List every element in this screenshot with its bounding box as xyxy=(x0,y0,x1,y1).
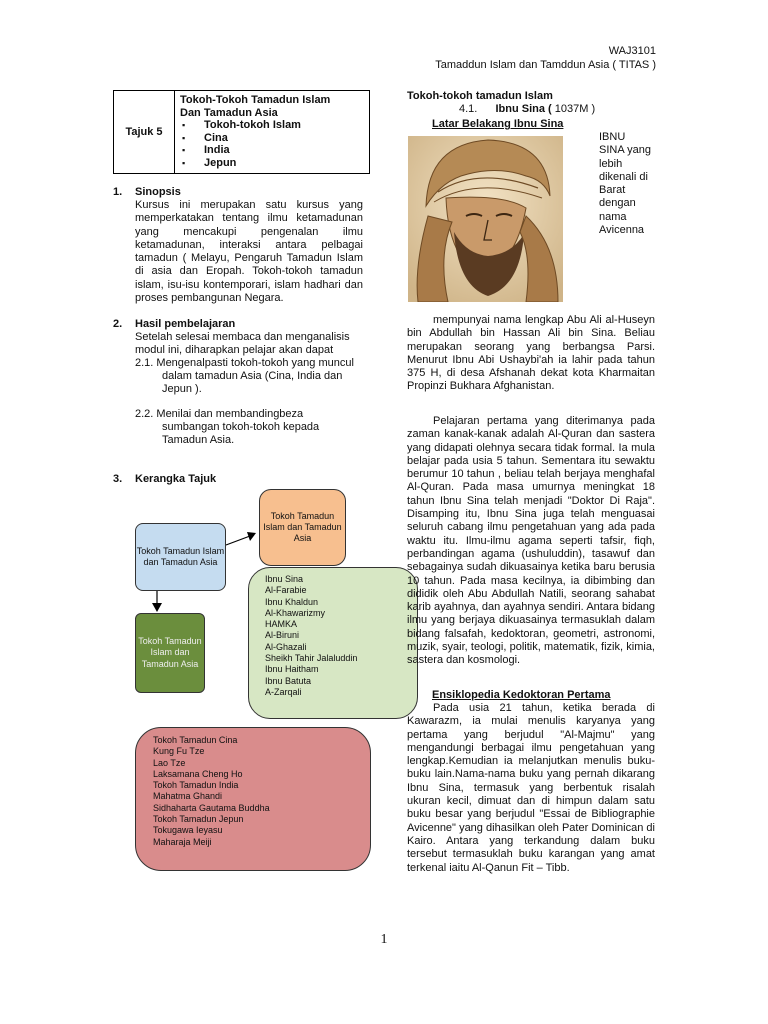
section-number: 3. xyxy=(113,473,123,485)
list-item: Kung Fu Tze xyxy=(153,746,205,757)
list-item: Tokoh Tamadun Cina xyxy=(153,735,238,745)
doc-code: WAJ3101 xyxy=(608,45,656,57)
list-item: Ibnu Sina xyxy=(265,574,304,584)
list-item: Ibnu Batuta xyxy=(265,675,312,686)
list-item: A-Zarqali xyxy=(265,686,302,697)
arrow-down-head xyxy=(152,603,162,612)
list-item: Tokugawa Ieyasu xyxy=(153,825,223,836)
paragraph-2: Pelajaran pertama yang diterimanya pada zaman kanak-kanak adalah Al-Quran dan sastera yang didapati olehnya secara tidak formal. Ia mula belajar pada usia 5 tahun. Sementara itu sewaktu berumur 10 tahun , beliau telah berjaya menghafal Al-Quran. Pada masa umurnya meningkat 18 tahun Ibnu Sina telah menjadi "Doktor Di Raja". Disamping itu, Ibnu Sina juga telah menguasai seluruh cabang ilmu pengetahuan yang ada pada waktu itu. Ilmu-ilmu agama seperti tafsir, fiqh, perbandingan agama (ushuluddin), tasawuf dan sebagainya sudah dikuasainya ketika baru berusia 10 tahun. Pada masa kecilnya, ia dibimbing dan dididik oleh Abu Abdullah Natili, seorang sahabat karib ayahnya, dan ayahnya sendiri. Antara bidang ilmu yang berjaya dikuasainya termasuklah dalam bidang falsafah, kedoktoran, geometri, astronomi, muzik, syair, teologi, politik, matematik, fizik, kimia, sastera dan kosmologi. xyxy=(407,415,655,667)
course-title: Tamaddun Islam dan Tamddun Asia ( TITAS ) xyxy=(435,59,656,71)
list-item: Ibnu Haitham xyxy=(265,664,319,675)
side-line: Avicenna xyxy=(599,224,645,237)
hasil-intro-1: Setelah selesai membaca dan menganalisis xyxy=(135,331,350,343)
diagram-blue-box: Tokoh Tamadun Islam dan Tamadun Asia xyxy=(135,523,226,591)
tajuk-label: Tajuk 5 xyxy=(114,91,175,173)
latar-heading: Latar Belakang Ibnu Sina xyxy=(432,118,564,130)
list-item: Tokoh Tamadun India xyxy=(153,780,239,791)
page-number: 1 xyxy=(380,932,388,947)
list-item: Al-Farabie xyxy=(265,585,307,596)
side-line: nama xyxy=(599,210,627,223)
diagram-orange-box: Tokoh Tamadun Islam dan Tamadun Asia xyxy=(259,489,346,566)
list-item: Ibnu Khaldun xyxy=(265,596,319,607)
section-number: 2. xyxy=(113,318,123,330)
list-item: Lao Tze xyxy=(153,757,186,768)
list-item: Laksamana Cheng Ho xyxy=(153,768,243,779)
ibnu-sina-portrait-icon xyxy=(408,136,563,302)
right-heading: Tokoh-tokoh tamadun Islam xyxy=(407,90,553,102)
sub-year: 1037M ) xyxy=(551,103,596,115)
side-line: lebih xyxy=(599,157,623,170)
section-title: Kerangka Tajuk xyxy=(135,473,217,485)
tajuk-item: ▪ India xyxy=(204,144,330,157)
tajuk-title-line2: Dan Tamadun Asia xyxy=(180,106,278,119)
list-item: Al-Ghazali xyxy=(265,641,307,652)
list-item: Mahatma Ghandi xyxy=(153,791,223,802)
ensiklopedia-heading: Ensiklopedia Kedoktoran Pertama xyxy=(432,689,611,701)
asia-figures-list xyxy=(135,727,371,871)
hasil-item1-1: 2.1. Mengenalpasti tokoh-tokoh yang muncul xyxy=(135,357,354,369)
section-title: Sinopsis xyxy=(135,186,181,198)
islam-figures-list xyxy=(248,567,418,719)
hasil-item1-3: Jepun ). xyxy=(162,383,202,395)
arrow-right xyxy=(226,536,250,545)
section-title: Hasil pembelajaran xyxy=(135,318,236,330)
tajuk-title-line1: Tokoh-Tokoh Tamadun Islam xyxy=(180,94,331,106)
list-item: Al-Biruni xyxy=(265,630,300,641)
tajuk-item: ▪ Cina xyxy=(204,132,330,145)
list-item: Sheikh Tahir Jalaluddin xyxy=(265,653,358,664)
tajuk-item: ▪ Jepun xyxy=(204,157,330,170)
list-item: HAMKA xyxy=(265,619,298,630)
diagram-green-box: Tokoh Tamadun Islam dan Tamadun Asia xyxy=(135,613,205,693)
sinopsis-text: Kursus ini merupakan satu kursus yang memperkatakan tentang ilmu ketamadunan yang mencakupi pengenalan ilmu ketamadunan, interaksi antara pelbagai tamadun ( Melayu, Pengaruh Tamadun Islam di asia dan Eropah. Tokoh-tokoh tamadun islam, isu-isu kontemporari, islam hadhari dan proses pembangunan Negara. xyxy=(135,199,363,305)
side-line: dengan xyxy=(599,197,636,210)
section-number: 1. xyxy=(113,186,123,198)
list-item: Maharaja Meiji xyxy=(153,836,212,847)
portrait-side-text xyxy=(599,131,657,237)
hasil-item1-2: dalam tamadun Asia (Cina, India dan xyxy=(162,370,343,382)
side-line: dikenali di xyxy=(599,170,648,183)
hasil-intro-2: modul ini, diharapkan pelajar akan dapat xyxy=(135,344,334,356)
list-item: Al-Khawarizmy xyxy=(265,607,326,618)
paragraph-1: mempunyai nama lengkap Abu Ali al-Huseyn bin Abdullah bin Hassan Ali bin Sina. Beliau merupakan seorang yang berbangsa Parsi. Menurut Ibnu Abi Ushaybi'ah ia lahir pada tahun 375 H, di desa Afshanah dekat kota Kharmaitan Propinzi Bukhara Afghanistan. xyxy=(407,314,655,393)
hasil-item2-3: Tamadun Asia. xyxy=(162,434,235,446)
sub-title: Ibnu Sina ( xyxy=(495,103,552,115)
list-item: Sidhaharta Gautama Buddha xyxy=(153,802,270,813)
sub-number: 4.1. xyxy=(459,103,478,115)
side-line: IBNU xyxy=(599,131,626,143)
hasil-item2-1: 2.2. Menilai dan membandingbeza xyxy=(135,408,304,420)
side-line: Barat xyxy=(599,184,626,197)
side-line: SINA yang xyxy=(599,144,651,157)
list-item: Tokoh Tamadun Jepun xyxy=(153,814,244,825)
paragraph-3: Pada usia 21 tahun, ketika berada di Kawarazm, ia mulai menulis karyanya yang pertama yang berjudul "Al-Majmu" yang mengandungi berbagai ilmu pengetahuan yang lengkap.Kemudian ia melanjutkan menulis buku-buku lain.Nama-nama buku yang pernah dikarang Ibnu Sina, termasuk yang berbentuk risalah ukuran kecil, dimuat dan di himpun dalam satu buku besar yang berjudul "Essai de Bibliographie Avicenne" yang dihasilkan oleh Pater Dominican di Kairo. Antara yang terkandung dalam buku tersebut termasuklah buku karangan yang amat terkenal iaitu Al-Qanun Fit – Tibb. xyxy=(407,702,655,874)
ibnu-sina-portrait xyxy=(408,136,563,302)
hasil-item2-2: sumbangan tokoh-tokoh kepada xyxy=(162,421,320,433)
ibnu-sina-subheading xyxy=(459,103,595,115)
tajuk-item: ▪ Tokoh-tokoh Islam xyxy=(204,119,330,132)
